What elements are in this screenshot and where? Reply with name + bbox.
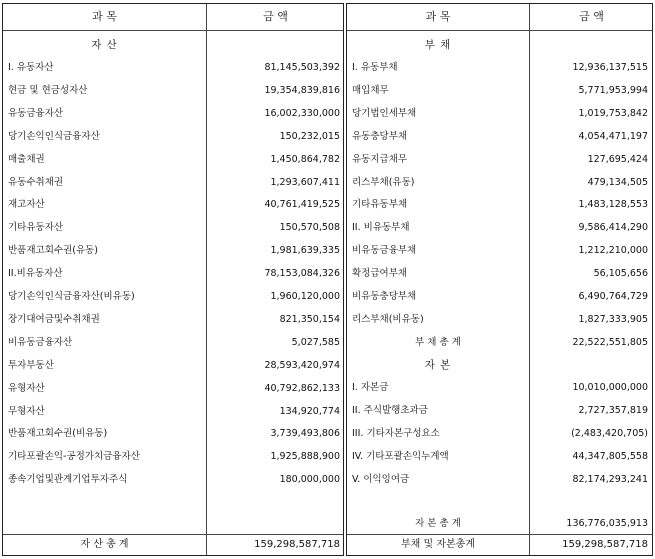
liability-item-amount: 1,827,333,905 (578, 313, 648, 325)
asset-item-row (3, 468, 343, 491)
liability-item-row (347, 56, 652, 79)
subject-header: 과 목 (92, 10, 117, 23)
liability-item-name: 확정급여부채 (352, 268, 408, 280)
asset-item-amount: 180,000,000 (279, 474, 340, 486)
grand-total-amount: 159,298,587,718 (562, 539, 648, 550)
asset-item-row (3, 102, 343, 125)
header-divider (347, 30, 652, 31)
balance-sheet (2, 3, 653, 556)
asset-item-row (3, 422, 343, 445)
asset-item-name: 무형자산 (8, 405, 45, 417)
asset-item-name: 재고자산 (8, 199, 45, 211)
liability-item-name: 리스부채(유동) (352, 176, 415, 188)
asset-item-name: 유동금융자산 (8, 107, 64, 119)
asset-item-row (3, 216, 343, 239)
equity-item-row (347, 399, 652, 422)
asset-item-name: 유형자산 (8, 382, 45, 394)
asset-item-name: 당기손익인식금융자산(비유동) (8, 291, 135, 302)
asset-item-name: 매출채권 (8, 153, 45, 165)
asset-item-amount: 78,153,084,326 (264, 268, 340, 280)
equity-item-amount: 2,727,357,819 (578, 404, 648, 416)
liability-item-amount: 12,936,137,515 (572, 62, 648, 73)
liability-item-name: II. 비유동부채 (352, 222, 410, 234)
equity-item-name: III. 기타자본구성요소 (352, 427, 440, 439)
asset-item-row (3, 377, 343, 400)
liability-item-row (347, 125, 652, 148)
liability-item-name: 비유동금융부채 (352, 245, 417, 257)
liability-item-row (347, 171, 652, 194)
liabilities-equity-panel (346, 3, 653, 556)
asset-item-name: 반품재고회수권(비유동) (8, 428, 108, 440)
liability-item-name: 리스부채(비유동) (352, 313, 424, 325)
assets-section-title: 자 산 (91, 39, 118, 51)
asset-item-name: 장기대여금및수취채권 (8, 313, 100, 325)
liability-item-row (347, 79, 652, 102)
asset-item-name: 현금 및 현금성자산 (8, 84, 88, 96)
asset-item-row (3, 56, 343, 79)
asset-item-amount: 150,232,015 (279, 130, 340, 142)
liability-item-name: 유동지급채무 (352, 153, 408, 165)
equity-item-amount: 82,174,293,241 (572, 473, 648, 485)
amount-header: 금 액 (263, 10, 288, 23)
liability-item-amount: 5,771,953,994 (578, 84, 648, 96)
asset-item-row (3, 445, 343, 468)
asset-item-name: 당기손익인식금융자산 (8, 130, 100, 142)
liability-item-row (347, 262, 652, 285)
asset-item-amount: 821,350,154 (279, 313, 340, 325)
asset-item-row (3, 308, 343, 331)
header-divider (3, 30, 343, 31)
asset-item-row (3, 239, 343, 262)
equity-item-row (347, 376, 652, 399)
equity-item-row (347, 468, 652, 491)
liability-item-amount: 1,019,753,842 (578, 107, 648, 119)
equity-total-row (347, 512, 652, 535)
liability-item-row (347, 216, 652, 239)
asset-item-name: 투자부동산 (8, 359, 54, 371)
equity-item-amount: 44,347,805,558 (572, 450, 648, 462)
liabilities-total-label: 부 채 총 계 (415, 337, 461, 348)
liability-item-amount: 9,586,414,290 (578, 222, 648, 234)
liability-item-amount: 1,483,128,553 (578, 199, 648, 211)
assets-panel (2, 3, 344, 556)
equity-total-label: 자 본 총 계 (415, 518, 461, 529)
asset-item-row (3, 331, 343, 354)
equity-item-name: V. 이익잉여금 (352, 473, 410, 485)
assets-total-label: 자 산 총 계 (80, 539, 129, 550)
asset-item-row (3, 285, 343, 308)
asset-item-amount: 16,002,330,000 (264, 107, 340, 119)
asset-item-amount: 19,354,839,816 (264, 84, 340, 96)
equity-item-name: IV. 기타포괄손익누계액 (352, 450, 449, 462)
liability-item-amount: 4,054,471,197 (578, 130, 648, 142)
asset-item-amount: 40,792,862,133 (264, 382, 340, 394)
liability-item-amount: 479,134,505 (587, 176, 648, 188)
asset-item-amount: 1,450,864,782 (270, 153, 340, 165)
assets-total-amount: 159,298,587,718 (254, 539, 340, 550)
asset-item-name: 유동수취채권 (8, 176, 64, 188)
asset-item-amount: 1,981,639,335 (270, 245, 340, 257)
equity-item-row (347, 422, 652, 445)
asset-item-name: 기타유동자산 (8, 222, 64, 234)
asset-item-row (3, 171, 343, 194)
equity-section-title: 자 본 (424, 359, 452, 371)
asset-item-row (3, 400, 343, 423)
equity-item-amount: (2,483,420,705) (571, 427, 648, 439)
asset-item-row (3, 79, 343, 102)
liability-item-name: I. 유동부채 (352, 62, 398, 73)
grand-total-row (347, 536, 652, 554)
liability-item-row (347, 239, 652, 262)
asset-item-amount: 3,739,493,806 (270, 428, 340, 440)
asset-item-amount: 134,920,774 (279, 405, 340, 417)
liability-item-name: 비유동충당부채 (352, 291, 417, 302)
asset-item-amount: 81,145,503,392 (264, 62, 340, 73)
asset-item-row (3, 262, 343, 285)
total-divider (3, 534, 343, 535)
asset-item-name: 기타포괄손익-공정가치금융자산 (8, 451, 140, 463)
liability-item-amount: 1,212,210,000 (578, 245, 648, 257)
liability-item-row (347, 193, 652, 216)
asset-item-name: 비유동금융자산 (8, 336, 73, 348)
liability-item-name: 유동충당부채 (352, 130, 408, 142)
liability-item-amount: 6,490,764,729 (578, 291, 648, 302)
asset-item-row (3, 193, 343, 216)
asset-item-amount: 5,027,585 (291, 336, 340, 348)
amount-header: 금 액 (579, 10, 604, 23)
liability-item-row (347, 148, 652, 171)
equity-item-name: I. 자본금 (352, 382, 389, 393)
liability-item-row (347, 308, 652, 331)
asset-item-name: 반품재고회수권(유동) (8, 245, 99, 257)
asset-item-row (3, 354, 343, 377)
asset-item-row (3, 125, 343, 148)
grand-total-label: 부채 및 자본총계 (401, 539, 475, 550)
asset-item-amount: 150,570,508 (279, 222, 340, 234)
liability-item-name: 매입채무 (352, 84, 389, 96)
equity-total-amount: 136,776,035,913 (566, 518, 648, 529)
asset-item-name: I. 유동자산 (8, 62, 54, 73)
asset-item-amount: 1,925,888,900 (270, 451, 340, 463)
equity-item-name: II. 주식발행초과금 (352, 404, 428, 416)
liability-item-row (347, 102, 652, 125)
asset-item-amount: 1,960,120,000 (270, 291, 340, 302)
liability-item-name: 당기법인세부채 (352, 107, 417, 119)
asset-item-amount: 28,593,420,974 (264, 359, 340, 371)
asset-item-name: II.비유동자산 (8, 268, 63, 280)
asset-item-amount: 1,293,607,411 (270, 176, 340, 188)
equity-item-amount: 10,010,000,000 (572, 382, 648, 393)
liabilities-section-title: 부 채 (424, 39, 452, 51)
subject-header: 과 목 (425, 10, 451, 23)
assets-total-row (3, 536, 343, 554)
liability-item-row (347, 285, 652, 308)
liability-item-amount: 127,695,424 (587, 153, 648, 165)
liabilities-total-row (347, 331, 652, 354)
asset-item-row (3, 148, 343, 171)
liabilities-total-amount: 22,522,551,805 (572, 337, 648, 348)
liability-item-amount: 56,105,656 (593, 268, 648, 280)
asset-item-amount: 40,761,419,525 (264, 199, 340, 211)
asset-item-name: 종속기업및관계기업투자주식 (8, 474, 128, 486)
equity-item-row (347, 445, 652, 468)
liability-item-name: 기타유동부채 (352, 199, 408, 211)
